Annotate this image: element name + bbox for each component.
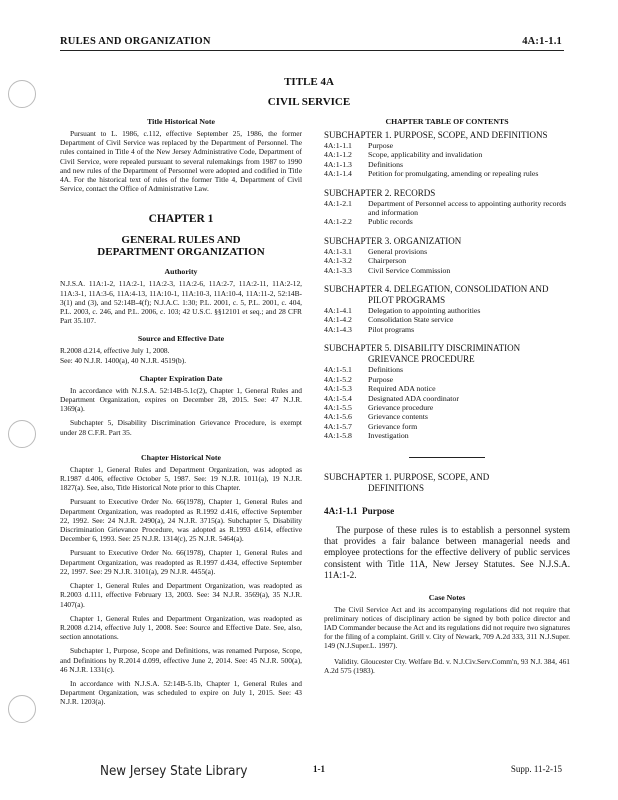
historical-note-paragraph: Subchapter 1, Purpose, Scope and Definitions, was renamed Purpose, Scope, and Definitions by R.2014 d.099, effective June 2, 2014. See: 45 N.J.R. 500(a), 46 N.J.R. 1331(c). <box>60 646 302 674</box>
historical-note-paragraph: Chapter 1, General Rules and Department Organization, was adopted as R.1987 d.406, effective October 5, 1987. See: 19 N.J.R. 1011(a), 19 N.J.R. 1827(a). See, also, Title Historical Note prior to this Chapter. <box>60 464 302 493</box>
toc-entry: 4A:1-1.2 Scope, applicability and invalidation <box>324 150 483 160</box>
page-number: 1-1 <box>313 764 325 774</box>
expiration-text: In accordance with N.J.S.A. 52:14B-5.1c(2), Chapter 1, General Rules and Department Organization, expires on December 28, 2015. See: 47 N.J.R. 1369(a). <box>60 385 302 414</box>
supplement-date: Supp. 11-2-15 <box>510 764 562 774</box>
chapter-number: CHAPTER 1 <box>148 213 214 226</box>
left-column <box>60 117 302 707</box>
case-note: Validity. Gloucester Cty. Welfare Bd. v. N.J.Civ.Serv.Comm'n, 93 N.J. 384, 461 A.2d 575 (1983). <box>324 656 570 675</box>
authority-text: N.J.S.A. 11A:1-2, 11A:2-1, 11A:2-3, 11A:2-6, 11A:2-7, 11A:2-11, 11A:2-12, 11A:3-1, 11A:3-6, 11A:4-13, 11A:10-1, 11A:10-3, 11A:10-4, 11A:11-2, 52:14B-3(1) and (3), and 52:14B-4(f); N.J.A.C. 1:30; P.L. 2001, c. 5, P.L. 2001, c. 404, P.L. 2003, c. 246, and P.L. 2006, c. 103; 42 U.S.C. §§12101 et seq.; and 28 CFR Part 35.107. <box>60 279 302 326</box>
title-number: TITLE 4A <box>284 76 334 88</box>
toc-subchapter <box>324 188 570 227</box>
toc-entry: 4A:1-5.6 Grievance contents <box>324 412 428 422</box>
historical-note-paragraph: Pursuant to Executive Order No. 66(1978), Chapter 1, General Rules and Department Organization, was readopted as R.1997 d.434, effective September 22, 1997. See: 29 N.J.R. 3101(a), 29 N.J.R. 4455(a). <box>60 548 302 576</box>
toc-subchapter <box>324 343 570 440</box>
toc-entry: 4A:1-3.1 General provisions <box>324 246 428 256</box>
running-header-right: 4A:1-1.1 <box>522 36 562 47</box>
punch-hole <box>8 695 36 723</box>
source-line2: See: 40 N.J.R. 1400(a), 40 N.J.R. 4519(b). <box>60 355 187 365</box>
toc-subchapter-title: SUBCHAPTER 2. RECORDS <box>324 187 436 198</box>
historical-note-paragraph: Chapter 1, General Rules and Department Organization, was readopted as R.2008 d.214, effective July 1, 2008. See: Source and Effective Date. See, also, section annotations. <box>60 613 302 642</box>
exemption-text: Subchapter 5, Disability Discrimination Grievance Procedure, is exempt under 28 C.F.R. Part 35. <box>60 418 302 437</box>
expiration-heading: Chapter Expiration Date <box>139 373 223 383</box>
historical-note-heading: Chapter Historical Note <box>141 452 221 462</box>
toc-entry: 4A:1-4.3 Pilot programs <box>324 324 415 334</box>
running-header-left: RULES AND ORGANIZATION <box>60 36 211 47</box>
case-note: The Civil Service Act and its accompanying regulations did not require that preliminary notices of disciplinary action be signed by both police director and IAD Commander because the Act and its regulations did not require two signatures for the filing of a complaint. Grill v. City of Newark, 709 A.2d 333, 311 N.J.Super. 149 (N.J.Super.L. 1997). <box>324 604 570 651</box>
historical-note-paragraph: Chapter 1, General Rules and Department Organization, was readopted as R.2003 d.111, effective February 13, 2003. See: 34 N.J.R. 3569(a), 35 N.J.R. 1407(a). <box>60 581 302 609</box>
toc-entry: 4A:1-3.3 Civil Service Commission <box>324 265 451 275</box>
section-text: The purpose of these rules is to establish a personnel system that provides a fair balance between managerial needs and employee protections for the effective delivery of public services consistent with Title 11A, New Jersey Statutes. See N.J.S.A. 11A:1-2. <box>324 524 570 581</box>
toc-subchapter <box>324 236 570 275</box>
source-heading: Source and Effective Date <box>137 334 225 344</box>
header-rule <box>60 50 564 51</box>
authority-heading: Authority <box>164 267 198 277</box>
title-note-text: Pursuant to L. 1986, c.112, effective September 25, 1986, the former Department of Civil Service was replaced by the Department of Personnel. The rules contained in Title 4 of the New Jersey Administrative Code, Department of Civil Service, were repealed pursuant to several rulemakings from 1987 to 1990 and new rules of the Department of Personnel were adopted and codified in Title 4A. For the historical text of rules of the former Title 4, Department of Civil Service, contact the Office of Administrative Law. <box>60 129 302 194</box>
toc-entry: 4A:1-5.2 Purpose <box>324 374 394 384</box>
toc-entry: 4A:1-4.2 Consolidation State service <box>324 315 454 325</box>
toc-subchapter-title-cont: GRIEVANCE PROCEDURE <box>368 354 475 365</box>
toc-entry: 4A:1-1.4 Petition for promulgating, amending or repealing rules <box>324 169 539 179</box>
subchapter-heading-line2: DEFINITIONS <box>368 482 424 493</box>
right-column <box>324 117 570 675</box>
section-heading <box>324 506 570 516</box>
toc-entry: 4A:1-2.1 Department of Personnel access to appointing authority records and information <box>324 198 567 218</box>
toc-entry: 4A:1-4.1 Delegation to appointing authorities <box>324 306 481 316</box>
toc-entry: 4A:1-5.7 Grievance form <box>324 421 418 431</box>
toc-subchapter-title: SUBCHAPTER 1. PURPOSE, SCOPE, AND DEFINITIONS <box>324 130 548 140</box>
toc-heading: CHAPTER TABLE OF CONTENTS <box>385 117 509 126</box>
toc-subchapter-title: SUBCHAPTER 5. DISABILITY DISCRIMINATION <box>324 343 521 354</box>
toc-entry: 4A:1-5.4 Designated ADA coordinator <box>324 393 459 403</box>
chapter-title-line1: GENERAL RULES AND <box>121 234 241 247</box>
source-line1: R.2008 d.214, effective July 1, 2008. <box>60 346 170 356</box>
title-name: CIVIL SERVICE <box>267 96 351 108</box>
toc-entry: 4A:1-5.3 Required ADA notice <box>324 384 436 394</box>
toc-entry: 4A:1-5.5 Grievance procedure <box>324 402 434 412</box>
toc-entry: 4A:1-1.3 Definitions <box>324 159 404 169</box>
section-title: Purpose <box>362 505 395 516</box>
punch-hole <box>8 420 36 448</box>
historical-note-paragraph: Pursuant to Executive Order No. 66(1978), Chapter 1, General Rules and Department Organization, was readopted as R.1992 d.416, effective September 22, 1992. See: 24 N.J.R. 2490(a), 24 N.J.R. 3715(a). Subchapter 5, Disability Discrimination Grievance Procedure, was adopted as R.1993 d.614, effective December 6, 1993. See: 25 N.J.R. 1314(c), 25 N.J.R. 5464(a). <box>60 497 302 544</box>
toc-subchapter-title-cont: PILOT PROGRAMS <box>368 295 446 306</box>
toc-entry: 4A:1-5.1 Definitions <box>324 365 404 375</box>
toc-subchapter <box>324 130 570 179</box>
case-notes-heading: Case Notes <box>428 592 466 602</box>
toc-entry: 4A:1-2.2 Public records <box>324 217 413 227</box>
toc-entry: 4A:1-1.1 Purpose <box>324 141 394 150</box>
section-number: 4A:1-1.1 <box>324 505 358 516</box>
subchapter-heading-line1: SUBCHAPTER 1. PURPOSE, SCOPE, AND <box>324 471 490 482</box>
toc-subchapter <box>324 284 570 334</box>
toc-entry: 4A:1-5.8 Investigation <box>324 431 409 441</box>
library-stamp: New Jersey State Library <box>100 764 248 779</box>
toc-divider <box>409 457 485 458</box>
title-note-heading: Title Historical Note <box>147 117 215 126</box>
toc-subchapter-title: SUBCHAPTER 3. ORGANIZATION <box>324 235 462 246</box>
toc-subchapter-title: SUBCHAPTER 4. DELEGATION, CONSOLIDATION AND <box>324 284 549 295</box>
historical-note-paragraph: In accordance with N.J.S.A. 52:14B-5.1b, Chapter 1, General Rules and Department Organization, was scheduled to expire on July 1, 2015. See: 43 N.J.R. 1203(a). <box>60 678 302 707</box>
toc-entry: 4A:1-3.2 Chairperson <box>324 256 407 266</box>
chapter-title-line2: DEPARTMENT ORGANIZATION <box>97 246 265 259</box>
